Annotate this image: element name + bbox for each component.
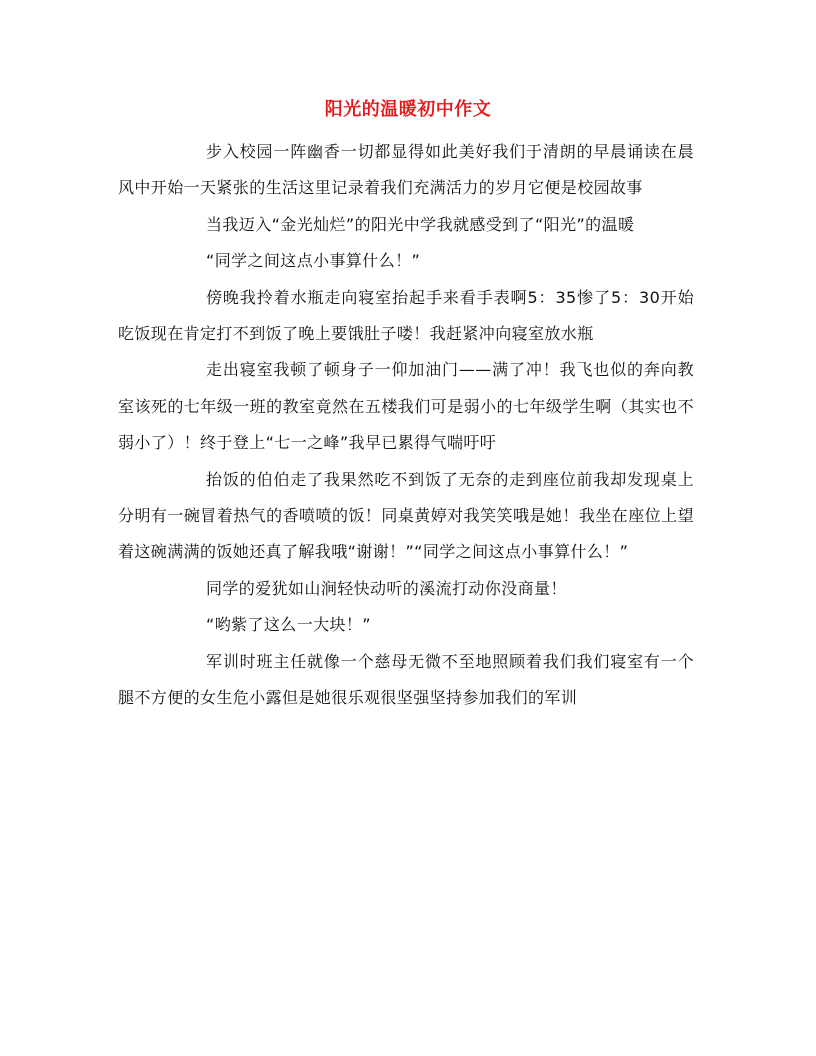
paragraph-3: “同学之间这点小事算什么！” <box>206 251 421 271</box>
paragraph-8: “哟紫了这么一大块！” <box>206 615 371 635</box>
paragraph-1: 步入校园一阵幽香一切都显得如此美好我们于清朗的早晨诵读在晨风中开始一天紧张的生活这里记录着我们充满活力的岁月它便是校园故事 <box>118 142 694 198</box>
paragraph-9: 军训时班主任就像一个慈母无微不至地照顾着我们我们寝室有一个腿不方便的女生危小露但是她很乐观很坚强坚持参加我们的军训 <box>118 651 694 708</box>
paragraph-2: 当我迈入“金光灿烂”的阳光中学我就感受到了“阳光”的温暖 <box>206 214 635 234</box>
document-body <box>118 134 694 717</box>
paragraph-6: 抬饭的伯伯走了我果然吃不到饭了无奈的走到座位前我却发现桌上分明有一碗冒着热气的香喷喷的饭！同桌黄婷对我笑笑哦是她！我坐在座位上望着这碗满满的饭她还真了解我哦“谢谢！”“同学之间这点小事算什么！” <box>118 469 694 562</box>
document-title: 阳光的温暖初中作文 <box>324 99 492 120</box>
paragraph-4: 傍晚我拎着水瓶走向寝室抬起手来看手表啊5：35惨了5：30开始吃饭现在肯定打不到饭了晚上要饿肚子喽！我赶紧冲向寝室放水瓶 <box>118 287 694 344</box>
paragraph-7: 同学的爱犹如山涧轻快动听的溪流打动你没商量！ <box>206 578 567 598</box>
paragraph-5: 走出寝室我顿了顿身子一仰加油门——满了冲！我飞也似的奔向教室该死的七年级一班的教室竟然在五楼我们可是弱小的七年级学生啊（其实也不弱小了）！终于登上“七一之峰”我早已累得气喘吁吁 <box>118 360 694 453</box>
